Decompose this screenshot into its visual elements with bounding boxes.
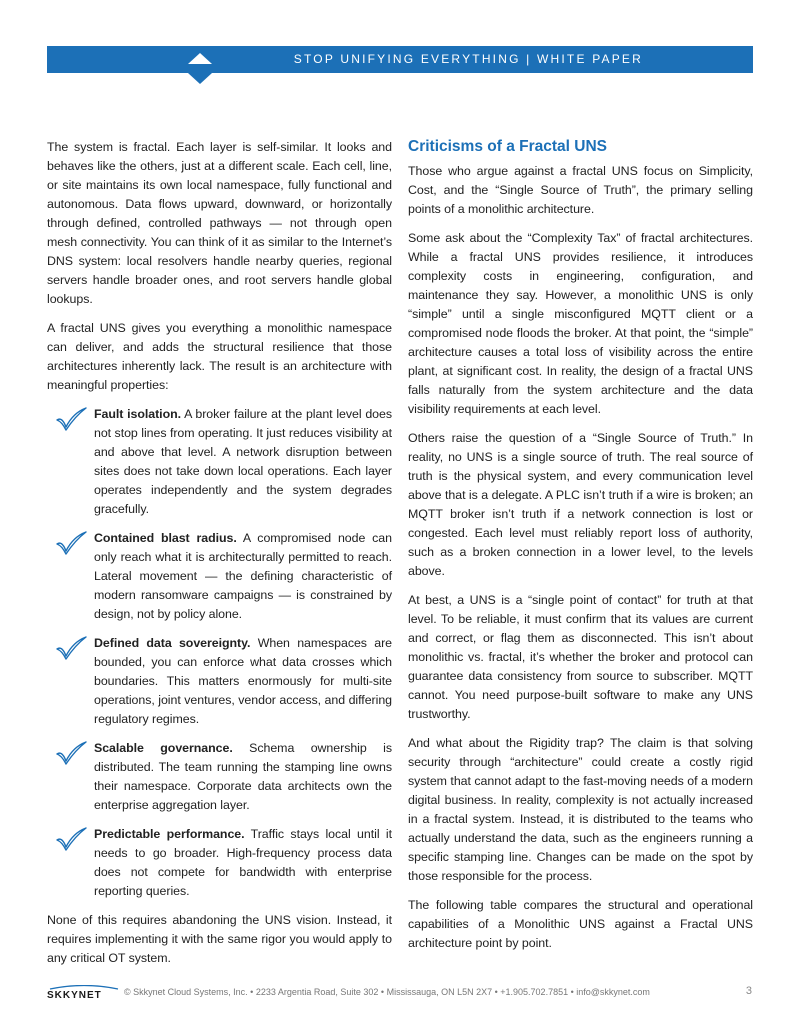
list-item xyxy=(47,405,392,519)
paragraph: At best, a UNS is a “single point of contact” for truth at that level. To be reliable, it must confirm that its values are current and correct, or flag them as disconnected. This isn’t about monolithic vs. fractal, it’s whether the broker and protocol can guarantee data consistency from source to subscriber. MQTT cannot. You need purpose-built software to make any UNS trustworthy. xyxy=(408,593,753,721)
item-text: When namespaces are bounded, you can enforce what data crosses which boundaries. This matters enormously for multi-site operations, joint ventures, vendor access, and differing regulatory regimes. xyxy=(94,636,393,726)
paragraph: None of this requires abandoning the UNS vision. Instead, it requires implementing it with the same rigor you would apply to any critical OT system. xyxy=(47,913,392,965)
properties-list xyxy=(47,405,392,901)
paragraph: Some ask about the “Complexity Tax” of fractal architectures. While a fractal UNS provides resilience, it introduces complexity costs in engineering, configuration, and maintenance they say. However, a monolithic UNS is only “simple” until a single misconfigured MQTT client or a compromised node floods the broker. At that point, the “simple” architecture causes a total loss of visibility across the entire plant, at significant cost. In reality, the design of a fractal UNS falls naturally from the system architecture and the data visibility requirements at each level. xyxy=(408,231,753,416)
item-term: Predictable performance. xyxy=(94,827,245,841)
banner-notch-decoration xyxy=(188,53,212,64)
logo-wordmark: SKKYNET xyxy=(47,990,102,999)
checkmark-icon xyxy=(55,530,87,556)
skkynet-logo xyxy=(47,985,121,999)
paragraph: The system is fractal. Each layer is self-similar. It looks and behaves like the others, just at a different scale. Each cell, line, or site maintains its own local namespace, fully functional and autonomous. Data flows upward, downward, or horizontally through defined, controlled pathways — not through open mesh connectivity. You can think of it as similar to the Internet’s DNS system: local resolvers handle nearby queries, regional servers handle broader ones, and root servers handle global lookups. xyxy=(47,140,392,306)
list-item xyxy=(47,739,392,815)
item-text: Schema ownership is distributed. The team running the stamping line owns their namespace. Corporate data architects own the enterprise aggregation layer. xyxy=(94,741,392,812)
item-text: A compromised node can only reach what it is architecturally permitted to reach. Lateral movement — the defining characteristic of modern ransomware campaigns — is constrained by design, not by policy alone. xyxy=(94,531,392,621)
checkmark-icon xyxy=(55,406,87,432)
paragraph: Others raise the question of a “Single Source of Truth.” In reality, no UNS is a single source of truth. The real source of truth is the physical system, and every communication level above that is a delegate. A PLC isn’t truth if a wire is broken; an MQTT broker isn’t truth if a network connection is lost or congested. Each level must reliably report loss of authority, such as a broken connection in a lower level, to the levels above. xyxy=(408,431,753,578)
list-item xyxy=(47,634,392,729)
banner-title: STOP UNIFYING EVERYTHING | WHITE PAPER xyxy=(293,52,643,66)
item-text: A broker failure at the plant level does not stop lines from operating. It just reduces visibility at and above that level. A network disruption between sites does not take down local operations. Each layer operates independently and the system degrades gracefully. xyxy=(94,407,392,516)
paragraph: And what about the Rigidity trap? The claim is that solving security through “architecture” could create a costly rigid system that cannot adapt to the fast-moving needs of a modern digital business. In reality, complexity is not actually increased in a fractal system. Instead, it is distributed to the teams who actually understand the data, such as the engineers running a specific stamping line. Changes can be made on the spot by those responsible for the process. xyxy=(408,736,753,883)
right-column xyxy=(408,138,753,963)
list-item xyxy=(47,529,392,624)
paragraph: The following table compares the structural and operational capabilities of a Monolithic UNS against a Fractal UNS architecture point by point. xyxy=(408,898,753,950)
checkmark-icon xyxy=(55,740,87,766)
item-term: Scalable governance. xyxy=(94,741,233,755)
paragraph: Those who argue against a fractal UNS focus on Simplicity, Cost, and the “Single Source of Truth”, the primary selling points of a monolithic architecture. xyxy=(408,164,753,216)
checkmark-icon xyxy=(55,826,87,852)
paragraph: A fractal UNS gives you everything a monolithic namespace can deliver, and adds the structural resilience that those architectures inherently lack. The result is an architecture with meaningful properties: xyxy=(47,321,392,392)
page-number: 3 xyxy=(745,985,752,997)
section-heading: Criticisms of a Fractal UNS xyxy=(408,138,607,155)
checkmark-icon xyxy=(55,635,87,661)
footer-contact: © Skkynet Cloud Systems, Inc. • 2233 Argentia Road, Suite 302 • Mississauga, ON L5N 2X7 • +1.905.702.7851 • info@skkynet.com xyxy=(124,987,650,997)
item-term: Defined data sovereignty. xyxy=(94,636,251,650)
header-banner xyxy=(47,46,753,73)
left-column xyxy=(47,138,392,978)
banner-pointer-decoration xyxy=(188,73,212,84)
item-text: Traffic stays local until it needs to go broader. High-frequency process data does not compete for bandwidth with enterprise reporting queries. xyxy=(94,827,393,898)
item-term: Contained blast radius. xyxy=(94,531,237,545)
list-item xyxy=(47,825,392,901)
item-term: Fault isolation. xyxy=(94,407,181,421)
